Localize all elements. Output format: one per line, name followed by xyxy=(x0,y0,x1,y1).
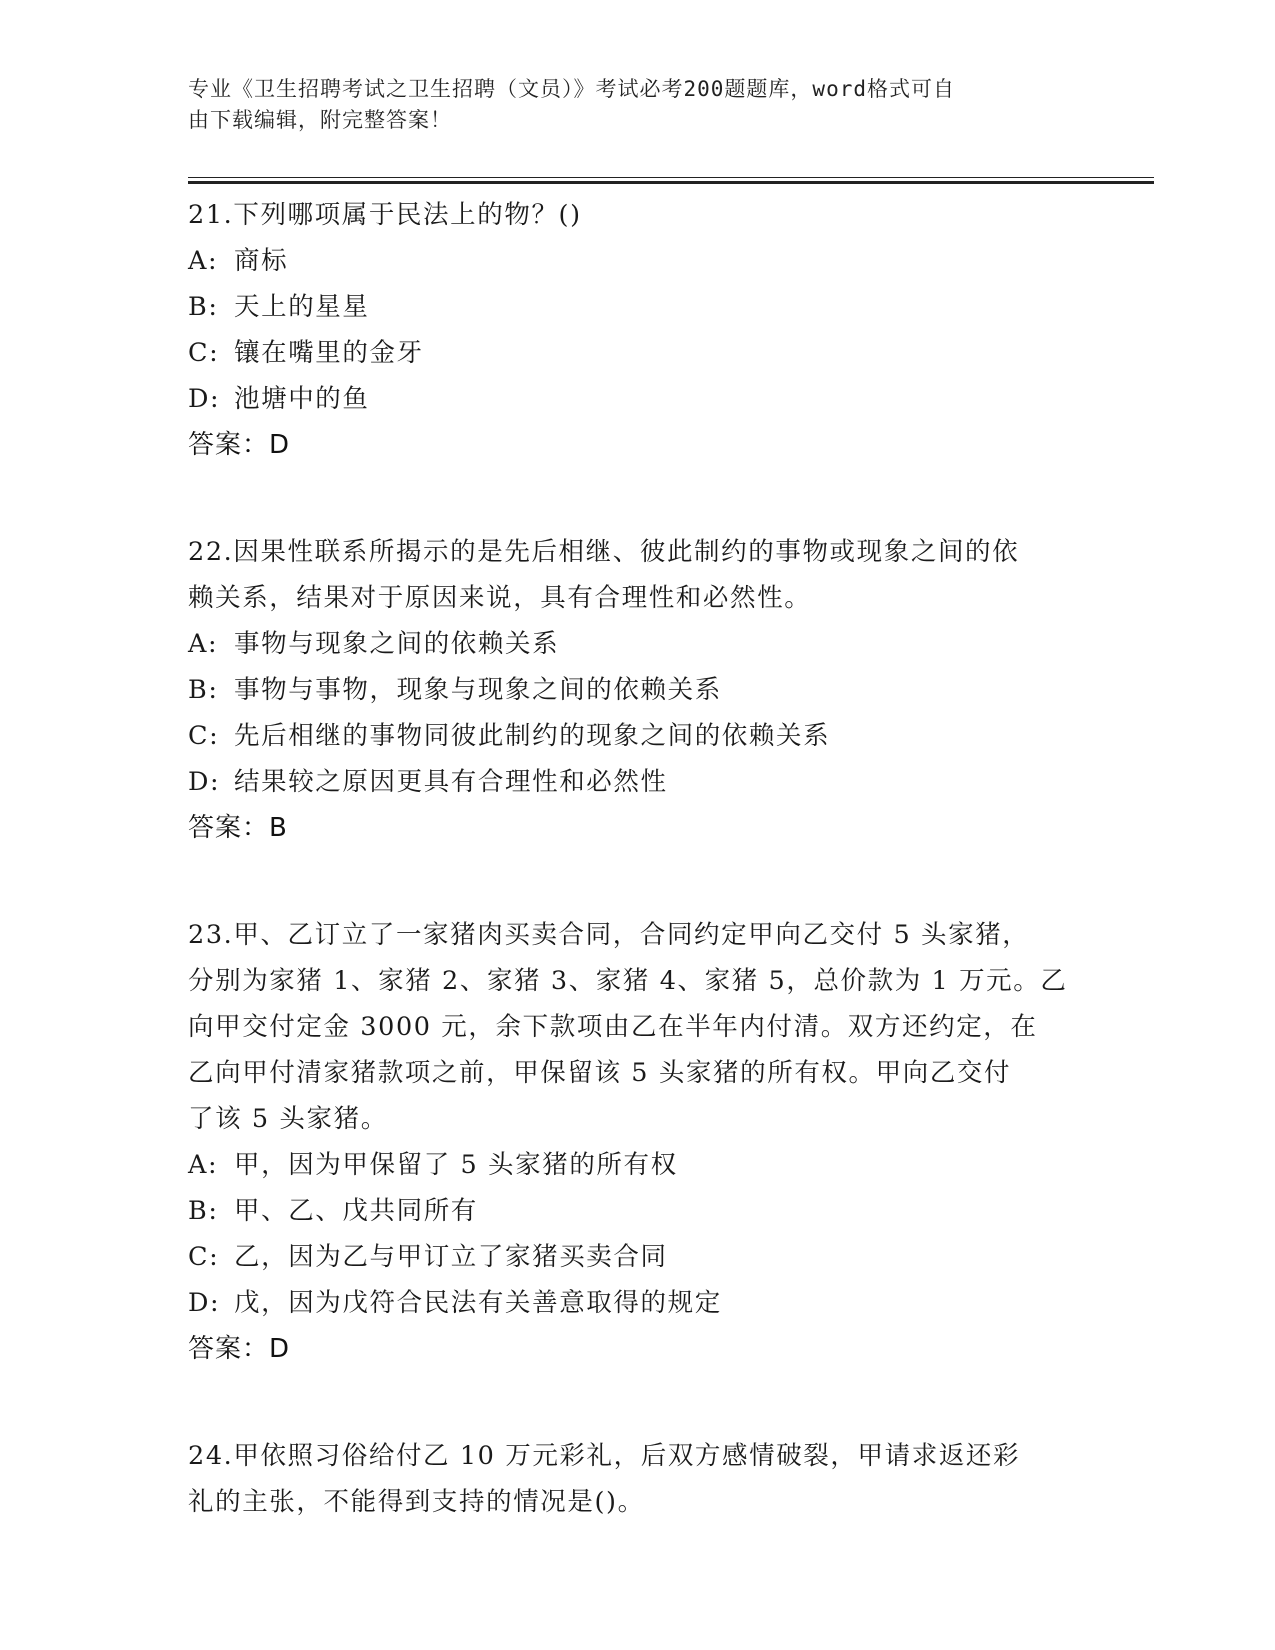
answer-option xyxy=(188,376,1088,422)
option-text: 事物与事物，现象与现象之间的依赖关系 xyxy=(234,675,722,705)
answer-key: 答案：B xyxy=(188,813,288,843)
answer-option xyxy=(188,238,1088,284)
option-letter: C: xyxy=(188,721,220,751)
answer-option xyxy=(188,713,1088,759)
question-stem-line: 了该 5 头家猪。 xyxy=(188,1104,388,1134)
answer-option xyxy=(188,1234,1088,1280)
question-stem-line: 赖关系，结果对于原因来说，具有合理性和必然性。 xyxy=(188,583,812,613)
option-letter: C: xyxy=(188,338,220,368)
option-letter: C: xyxy=(188,1242,220,1272)
answer-option xyxy=(188,1280,1088,1326)
question-block xyxy=(188,529,1088,851)
option-letter: B: xyxy=(188,675,219,705)
question-stem-line: 向甲交付定金 3000 元，余下款项由乙在半年内付清。双方还约定，在 xyxy=(188,1012,1038,1042)
option-letter: A: xyxy=(188,629,219,659)
question-block xyxy=(188,192,1088,468)
answer-option xyxy=(188,667,1088,713)
answer-option xyxy=(188,621,1088,667)
option-text: 镶在嘴里的金牙 xyxy=(234,338,424,368)
option-list xyxy=(188,238,1088,422)
option-text: 天上的星星 xyxy=(234,292,370,322)
option-text: 甲、乙、戊共同所有 xyxy=(234,1196,478,1226)
answer-option xyxy=(188,1142,1088,1188)
answer-option xyxy=(188,1188,1088,1234)
answer-key: 答案：D xyxy=(188,430,291,460)
answer-key: 答案：D xyxy=(188,1334,291,1364)
option-letter: D: xyxy=(188,767,221,797)
option-text: 商标 xyxy=(234,246,289,276)
header-divider-thick xyxy=(188,181,1154,184)
question-stem-line: 22.因果性联系所揭示的是先后相继、彼此制约的事物或现象之间的依 xyxy=(188,537,1020,567)
question-stem-line: 分别为家猪 1、家猪 2、家猪 3、家猪 4、家猪 5，总价款为 1 万元。乙 xyxy=(188,966,1068,996)
answer-option xyxy=(188,759,1088,805)
option-letter: B: xyxy=(188,292,219,322)
header-line: 专业《卫生招聘考试之卫生招聘（文员）》考试必考200题题库，word格式可自 xyxy=(188,77,955,101)
answer-option xyxy=(188,330,1088,376)
option-text: 先后相继的事物同彼此制约的现象之间的依赖关系 xyxy=(234,721,831,751)
option-text: 结果较之原因更具有合理性和必然性 xyxy=(234,767,668,797)
header-divider-thin xyxy=(188,177,1154,178)
question-stem-line: 乙向甲付清家猪款项之前，甲保留该 5 头家猪的所有权。甲向乙交付 xyxy=(188,1058,1012,1088)
question-block xyxy=(188,912,1088,1372)
question-list xyxy=(188,192,1088,1586)
question-stem-line: 24.甲依照习俗给付乙 10 万元彩礼，后双方感情破裂，甲请求返还彩 xyxy=(188,1441,1021,1471)
option-text: 甲，因为甲保留了 5 头家猪的所有权 xyxy=(234,1150,678,1180)
question-stem-line: 21.下列哪项属于民法上的物？() xyxy=(188,200,582,230)
option-text: 事物与现象之间的依赖关系 xyxy=(234,629,560,659)
option-letter: D: xyxy=(188,1288,221,1318)
option-list xyxy=(188,1142,1088,1326)
option-letter: A: xyxy=(188,1150,219,1180)
question-block xyxy=(188,1433,1088,1525)
question-stem-line: 礼的主张，不能得到支持的情况是()。 xyxy=(188,1487,645,1517)
answer-option xyxy=(188,284,1088,330)
header-line: 由下载编辑，附完整答案！ xyxy=(188,108,452,132)
option-letter: A: xyxy=(188,246,219,276)
option-letter: B: xyxy=(188,1196,219,1226)
option-text: 池塘中的鱼 xyxy=(234,384,370,414)
option-text: 乙，因为乙与甲订立了家猪买卖合同 xyxy=(234,1242,668,1272)
document-header xyxy=(188,74,1078,136)
option-list xyxy=(188,621,1088,805)
option-letter: D: xyxy=(188,384,221,414)
question-stem-line: 23.甲、乙订立了一家猪肉买卖合同，合同约定甲向乙交付 5 头家猪， xyxy=(188,920,1030,950)
option-text: 戊，因为戊符合民法有关善意取得的规定 xyxy=(234,1288,722,1318)
